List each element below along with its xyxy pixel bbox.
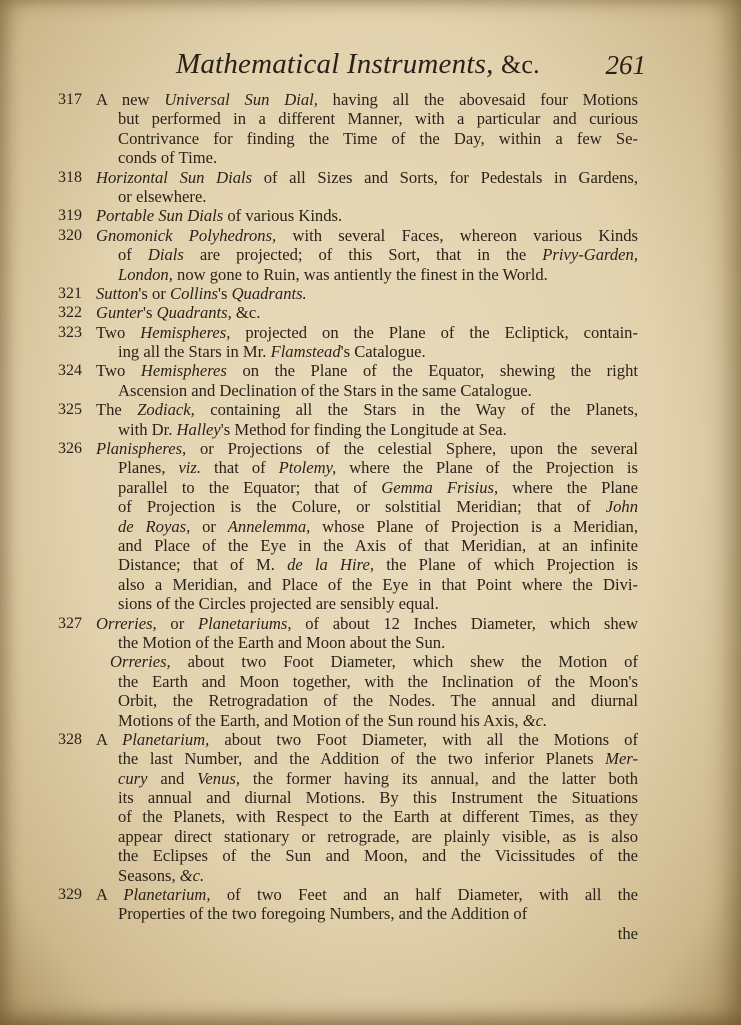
entry-number: 320 <box>58 226 82 244</box>
page-header <box>176 48 646 88</box>
roman-text: A <box>96 729 123 749</box>
roman-text: of the Planets, with Respect to the Earth at different Times, as they <box>118 807 638 827</box>
roman-text: of Projection is the Colure, or solstitial Meridian; that of <box>118 497 606 517</box>
text-line <box>58 206 638 225</box>
roman-text: its annual and diurnal Motions. By this Instrument the Situations <box>118 788 638 808</box>
italic-term: Flamstead <box>270 342 341 362</box>
text-line <box>58 536 638 555</box>
roman-text: or <box>190 516 228 536</box>
entry-number: 326 <box>58 440 82 458</box>
roman-text: 's <box>217 283 232 303</box>
roman-text: Ascension and Declination of the Stars in the same Catalogue. <box>118 380 532 400</box>
running-title-etc: &c. <box>500 50 540 79</box>
entry-number: 327 <box>58 614 82 632</box>
text-line <box>58 769 638 788</box>
text-line <box>58 749 638 768</box>
text-line <box>58 672 638 691</box>
roman-text: and Place of the Eye in the Axis of that Meridian, at an infinite <box>118 535 638 555</box>
entry-number: 321 <box>58 284 82 302</box>
roman-text: projected on the Plane of the Ecliptick, contain- <box>230 322 638 342</box>
italic-term: Planetarium, <box>122 729 210 749</box>
italic-term: Collins <box>170 283 218 303</box>
catchword: the <box>617 923 638 943</box>
catalogue-text <box>58 90 638 943</box>
italic-term: Mer- <box>605 749 638 769</box>
roman-text: containing all the Stars in the Way of the Planets, <box>194 400 638 420</box>
text-line <box>58 284 638 303</box>
italic-term: Privy-Garden, <box>542 245 638 265</box>
italic-term: cury <box>118 768 148 788</box>
roman-text: the Plane of which Projection is <box>374 555 638 575</box>
roman-text: 's or <box>138 283 170 303</box>
italic-term: Zodiack, <box>137 400 195 420</box>
italic-term: London, <box>118 264 173 284</box>
text-line <box>58 711 638 730</box>
entry-number: 324 <box>58 362 82 380</box>
roman-text: about two Foot Diameter, which shew the Motion of <box>170 652 638 672</box>
roman-text: where the Plane <box>498 477 639 497</box>
roman-text: A new <box>96 90 165 109</box>
roman-text: the former having its annual, and the latter both <box>240 768 638 788</box>
italic-term: viz. <box>178 458 202 478</box>
roman-text: Planes, <box>118 458 179 478</box>
text-line <box>58 323 638 342</box>
italic-term: Quadrants, <box>156 303 232 323</box>
italic-term: Universal Sun Dial, <box>164 90 318 109</box>
text-line <box>58 129 638 148</box>
italic-term: Annelemma, <box>227 516 311 536</box>
text-line <box>58 866 638 885</box>
running-title: Mathematical Instruments, &c. <box>176 48 540 80</box>
roman-text: appear direct stationary or retrograde, are plainly visible, as is also <box>118 826 638 846</box>
entry-320 <box>58 226 638 284</box>
italic-term: &c. <box>522 710 548 730</box>
entry-329 <box>58 885 638 924</box>
roman-text: where the Plane of the Projection is <box>336 458 638 478</box>
italic-term: Planetariums, <box>197 613 292 633</box>
roman-text: ing all the Stars in Mr. <box>118 342 271 362</box>
text-line <box>58 730 638 749</box>
text-line <box>58 614 638 633</box>
text-line <box>58 478 638 497</box>
roman-text: now gone to Ruin, was antiently the finest in the World. <box>172 264 548 284</box>
roman-text: Properties of the two foregoing Numbers, and the Addition of <box>118 904 528 924</box>
entry-number: 319 <box>58 207 82 225</box>
italic-term: Portable Sun Dials <box>96 206 224 226</box>
roman-text: with several Faces, whereon various Kinds <box>276 225 638 245</box>
italic-term: Dials <box>147 245 184 265</box>
italic-term: Venus, <box>197 768 241 788</box>
entry-number: 328 <box>58 730 82 748</box>
italic-term: Orreries, <box>96 613 157 633</box>
entry-327 <box>58 614 638 653</box>
entry-number: 323 <box>58 323 82 341</box>
page-number: 261 <box>605 50 646 80</box>
roman-text: of all Sizes and Sorts, for Pedestals in Gardens, <box>252 167 638 187</box>
text-line <box>58 168 638 187</box>
roman-text: or Projections of the celestial Sphere, upon the several <box>186 439 638 459</box>
roman-text: the Eclipses of the Sun and Moon, and the Vicissitudes of the <box>118 846 638 866</box>
italic-term: Halley <box>176 419 221 439</box>
entry-number: 318 <box>58 168 82 186</box>
entry-322 <box>58 303 638 322</box>
text-line <box>58 652 638 671</box>
text-line <box>58 400 638 419</box>
text-line <box>58 517 638 536</box>
roman-text: or elsewhere. <box>118 186 207 206</box>
italic-term: Hemispheres, <box>140 322 231 342</box>
roman-text: Seasons, <box>118 865 180 885</box>
roman-text: on the Plane of the Equator, shewing the right <box>226 361 638 381</box>
entry-number: 322 <box>58 304 82 322</box>
text-line <box>58 633 638 652</box>
italic-term: John <box>605 497 638 517</box>
text-line <box>58 265 638 284</box>
italic-term: Gunter <box>96 303 144 323</box>
entry-323 <box>58 323 638 362</box>
roman-text: or <box>156 613 198 633</box>
text-line <box>58 691 638 710</box>
entry-319 <box>58 206 638 225</box>
text-line <box>58 594 638 613</box>
entry-324 <box>58 361 638 400</box>
roman-text: Motions of the Earth, and Motion of the Sun round his Axis, <box>118 710 523 730</box>
italic-term: Ptolemy, <box>278 458 337 478</box>
entry-328 <box>58 730 638 885</box>
text-line <box>58 381 638 400</box>
roman-text: the Earth and Moon together, with the Inclination of the Moon's <box>118 671 638 691</box>
entry-continuation <box>58 652 638 730</box>
roman-text: Orbit, the Retrogradation of the Nodes. The annual and diurnal <box>118 691 638 711</box>
text-line <box>58 420 638 439</box>
roman-text: Two <box>96 361 141 381</box>
entry-317 <box>58 90 638 168</box>
roman-text: conds of Time. <box>118 148 218 168</box>
italic-term: &c. <box>179 865 205 885</box>
text-line <box>58 555 638 574</box>
roman-text: &c. <box>231 303 261 323</box>
roman-text: whose Plane of Projection is a Meridian, <box>310 516 638 536</box>
text-line <box>58 497 638 516</box>
entry-number: 325 <box>58 401 82 419</box>
text-line <box>58 439 638 458</box>
italic-term: de Royas, <box>118 516 191 536</box>
text-line <box>58 90 638 109</box>
roman-text: of about 12 Inches Diameter, which shew <box>291 613 638 633</box>
italic-term: Hemispheres <box>140 361 227 381</box>
roman-text: sions of the Circles projected are sensibly equal. <box>118 594 439 614</box>
roman-text: Distance; that of M. <box>118 555 288 575</box>
roman-text: also a Meridian, and Place of the Eye in that Point where the Divi- <box>118 574 638 594</box>
text-line <box>58 342 638 361</box>
italic-term: Planispheres, <box>96 439 187 459</box>
roman-text: 's Method for finding the Longitude at Sea. <box>220 419 507 439</box>
roman-text: A <box>96 885 124 905</box>
roman-text: the last Number, and the Addition of the two inferior Planets <box>118 749 606 769</box>
text-line <box>58 226 638 245</box>
roman-text: of <box>118 245 148 265</box>
roman-text: that of <box>201 458 279 478</box>
roman-text: 's <box>143 303 157 323</box>
text-line <box>58 885 638 904</box>
text-line <box>58 846 638 865</box>
roman-text: 's Catalogue. <box>340 342 426 362</box>
text-line <box>58 109 638 128</box>
text-line <box>58 827 638 846</box>
roman-text: Two <box>96 322 141 342</box>
roman-text: having all the abovesaid four Motions <box>317 90 639 109</box>
italic-term: Planetarium, <box>123 885 211 905</box>
text-line <box>58 245 638 264</box>
text-line <box>58 575 638 594</box>
italic-term: Horizontal Sun Dials <box>96 167 253 187</box>
roman-text: parallel to the Equator; that of <box>118 477 382 497</box>
roman-text: Contrivance for finding the Time of the Day, within a few Se- <box>118 128 638 148</box>
text-line <box>58 361 638 380</box>
text-line <box>58 148 638 167</box>
italic-term: Orreries, <box>110 652 171 672</box>
roman-text: of two Feet and an half Diameter, with all the <box>210 885 638 905</box>
italic-term: de la Hire, <box>287 555 374 575</box>
text-line <box>58 788 638 807</box>
roman-text: and <box>147 768 198 788</box>
italic-term: Quadrants. <box>231 283 307 303</box>
roman-text: The <box>96 400 138 420</box>
entry-number: 329 <box>58 886 82 904</box>
entry-321 <box>58 284 638 303</box>
roman-text: with Dr. <box>118 419 177 439</box>
text-line <box>58 458 638 477</box>
italic-term: Gemma Frisius, <box>381 477 499 497</box>
roman-text: the Motion of the Earth and Moon about the Sun. <box>118 632 446 652</box>
entry-326 <box>58 439 638 614</box>
roman-text: of various Kinds. <box>223 206 343 226</box>
text-line <box>58 187 638 206</box>
italic-term: Gnomonick Polyhedrons, <box>96 225 277 245</box>
text-line <box>58 807 638 826</box>
italic-term: Sutton <box>96 283 139 303</box>
roman-text: about two Foot Diameter, with all the Motions of <box>209 729 639 749</box>
entry-number: 317 <box>58 91 82 108</box>
entry-318 <box>58 168 638 207</box>
text-line <box>58 904 638 923</box>
entry-325 <box>58 400 638 439</box>
roman-text: but performed in a different Manner, with a particular and curious <box>118 109 638 129</box>
text-line <box>58 303 638 322</box>
roman-text: are projected; of this Sort, that in the <box>183 245 543 265</box>
